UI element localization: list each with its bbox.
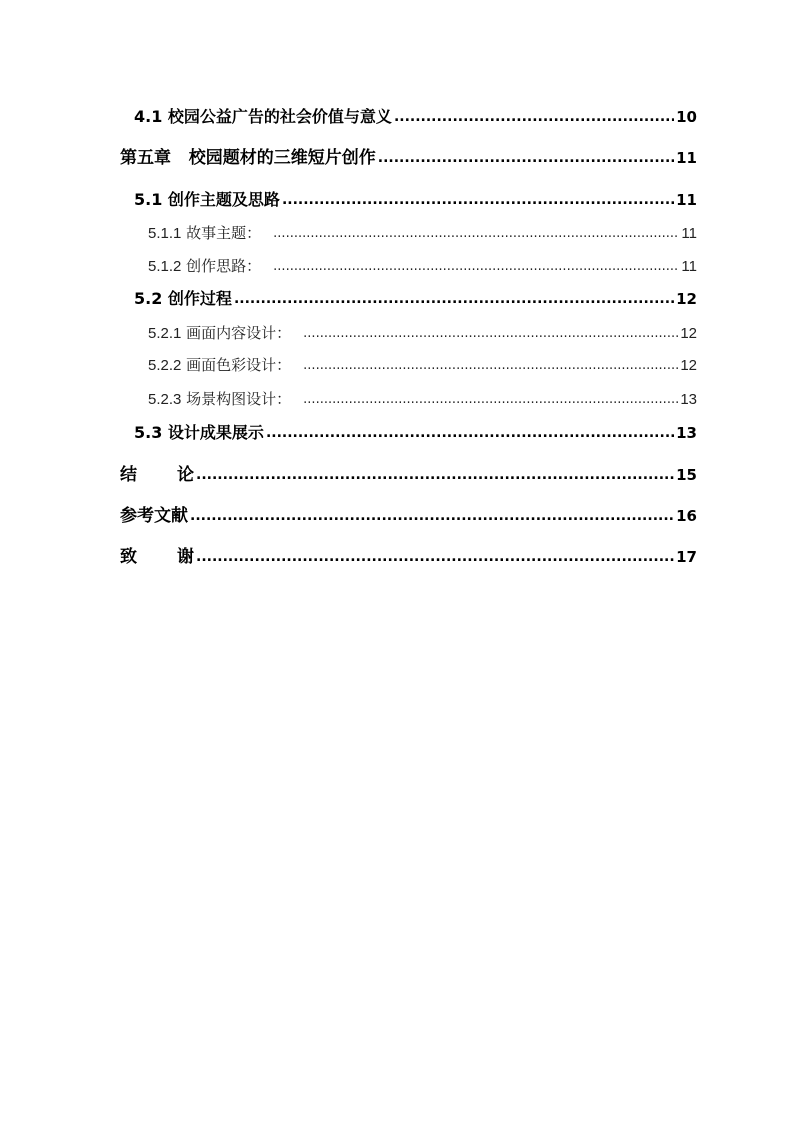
toc-entry-label: 结论 [120, 465, 194, 485]
toc-entry-4-1[interactable] [134, 105, 697, 129]
toc-page-number: 12 [680, 325, 697, 342]
toc-entry-label: 5.1 创作主题及思路 [134, 190, 280, 209]
toc-entry-label: 5.2.2 画面色彩设计： [148, 356, 292, 374]
dot-leader [196, 463, 674, 487]
toc-entry-5-2[interactable] [134, 287, 697, 311]
toc-page-number: 11 [676, 149, 697, 167]
toc-entry-acknowledgements[interactable] [120, 545, 697, 569]
dot-leader [293, 322, 678, 346]
toc-entry-5-2-3[interactable] [148, 388, 697, 412]
toc-page-number: 10 [676, 108, 697, 126]
dot-leader [293, 354, 678, 378]
toc-entry-5-2-1[interactable] [148, 322, 697, 346]
toc-entry-chapter-5[interactable] [120, 146, 697, 170]
dot-leader [234, 287, 674, 311]
toc-entry-5-1-1[interactable] [148, 222, 697, 246]
toc-entry-label: 4.1 校园公益广告的社会价值与意义 [134, 107, 392, 126]
dot-leader [196, 545, 674, 569]
toc-entry-label: 5.2 创作过程 [134, 289, 232, 308]
toc-page-number: 15 [676, 466, 697, 484]
toc-entry-label: 5.1.1 故事主题： [148, 224, 262, 242]
toc-entry-5-1[interactable] [134, 188, 697, 212]
toc-page-number: 11 [676, 191, 697, 209]
toc-entry-label: 参考文献 [120, 506, 188, 526]
toc-page-number: 12 [676, 290, 697, 308]
toc-entry-label: 第五章 校园题材的三维短片创作 [120, 148, 376, 168]
dot-leader [190, 504, 674, 528]
dot-leader [263, 255, 679, 279]
toc-page-number: 13 [676, 424, 697, 442]
dot-leader [263, 222, 679, 246]
toc-entry-5-2-2[interactable] [148, 354, 697, 378]
toc-entry-5-1-2[interactable] [148, 255, 697, 279]
toc-entry-label: 5.1.2 创作思路： [148, 257, 262, 275]
toc-entry-label: 5.2.1 画面内容设计： [148, 324, 292, 342]
toc-page-number: 12 [680, 357, 697, 374]
dot-leader [378, 146, 674, 170]
toc-entry-label: 致谢 [120, 547, 194, 567]
dot-leader [394, 105, 674, 129]
toc-entry-label: 5.3 设计成果展示 [134, 423, 264, 442]
toc-page-number: 13 [680, 391, 697, 408]
toc-page-number: 11 [681, 258, 697, 275]
dot-leader [293, 388, 678, 412]
toc-page-number: 16 [676, 507, 697, 525]
toc-entry-5-3[interactable] [134, 421, 697, 445]
toc-entry-references[interactable] [120, 504, 697, 528]
toc-entry-label: 5.2.3 场景构图设计： [148, 390, 292, 408]
toc-page-number: 11 [681, 225, 697, 242]
toc-page-number: 17 [676, 548, 697, 566]
toc-entry-conclusion[interactable] [120, 463, 697, 487]
dot-leader [266, 421, 674, 445]
dot-leader [282, 188, 674, 212]
